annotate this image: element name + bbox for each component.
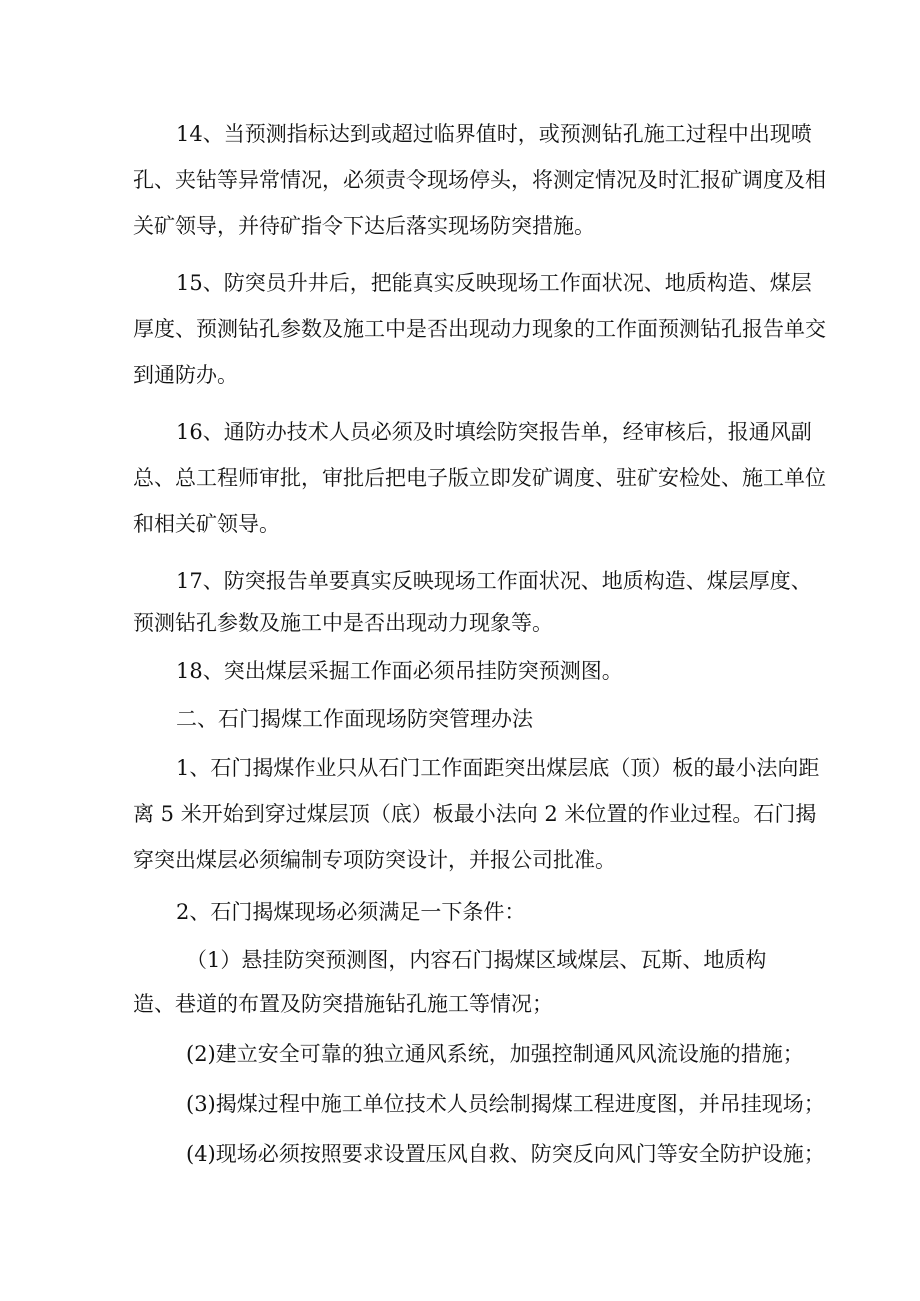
- paragraph-17-line-1: 17、防突报告单要真实反映现场工作面状况、地质构造、煤层厚度、: [176, 569, 812, 593]
- condition-2-line-1: (2)建立安全可靠的独立通风系统，加强控制通风风流设施的措施；: [186, 1042, 804, 1066]
- paragraph-16-line-3: 和相关矿领导。: [133, 512, 280, 536]
- section-item-1-line-1: 1、石门揭煤作业只从石门工作面距突出煤层底（顶）板的最小法向距: [176, 756, 820, 780]
- paragraph-14-line-3: 关矿领导，并待矿指令下达后落实现场防突措施。: [133, 214, 595, 238]
- paragraph-15-line-1: 15、防突员升井后，把能真实反映现场工作面状况、地质构造、煤层: [176, 271, 812, 295]
- condition-1-line-1: （1）悬挂防突预测图，内容石门揭煤区域煤层、瓦斯、地质构: [186, 948, 767, 972]
- condition-1-line-2: 造、巷道的布置及防突措施钻孔施工等情况；: [133, 992, 553, 1016]
- paragraph-16-line-1: 16、通防办技术人员必须及时填绘防突报告单，经审核后，报通风副: [176, 420, 812, 444]
- paragraph-18-line-1: 18、突出煤层采掘工作面必须吊挂防突预测图。: [176, 659, 623, 683]
- paragraph-17-line-2: 预测钻孔参数及施工中是否出现动力现象等。: [133, 611, 553, 635]
- section-item-2-line-1: 2、石门揭煤现场必须满足一下条件：: [176, 900, 526, 924]
- paragraph-14-line-2: 孔、夹钻等异常情况，必须责令现场停头，将测定情况及时汇报矿调度及相: [133, 168, 826, 192]
- paragraph-15-line-3: 到通防办。: [133, 363, 238, 387]
- section-item-1-line-2: 离 5 米开始到穿过煤层顶（底）板最小法向 2 米位置的作业过程。石门揭: [133, 802, 817, 826]
- section-heading: 二、石门揭煤工作面现场防突管理办法: [176, 707, 533, 731]
- paragraph-16-line-2: 总、总工程师审批，审批后把电子版立即发矿调度、驻矿安检处、施工单位: [133, 466, 826, 490]
- section-item-1-line-3: 穿突出煤层必须编制专项防突设计，并报公司批准。: [133, 848, 616, 872]
- condition-3-line-1: (3)揭煤过程中施工单位技术人员绘制揭煤工程进度图，并吊挂现场；: [186, 1092, 825, 1116]
- paragraph-14-line-1: 14、当预测指标达到或超过临界值时，或预测钻孔施工过程中出现喷: [176, 122, 812, 146]
- condition-4-line-1: (4)现场必须按照要求设置压风自救、防突反向风门等安全防护设施；: [186, 1142, 825, 1166]
- paragraph-15-line-2: 厚度、预测钻孔参数及施工中是否出现动力现象的工作面预测钻孔报告单交: [133, 317, 826, 341]
